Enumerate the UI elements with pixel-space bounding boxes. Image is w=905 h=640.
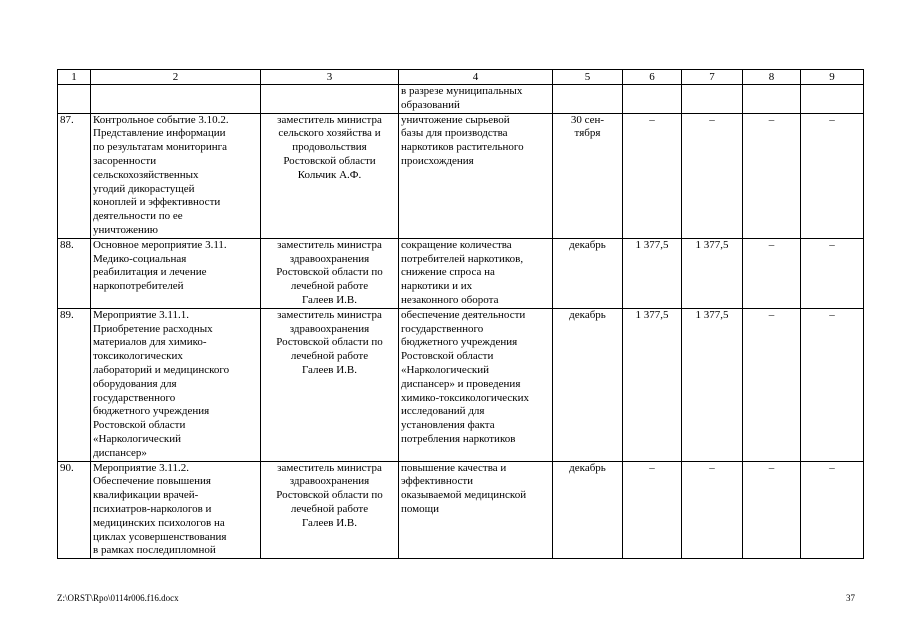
header-cell: 8 [743, 70, 801, 85]
header-cell: 4 [399, 70, 553, 85]
table-row [58, 461, 864, 559]
cell-line: Ростовской области по [276, 489, 383, 502]
funding-cell: 1 377,5 [682, 238, 743, 308]
cell-line: заместитель министра [277, 461, 382, 474]
cell-line: Мероприятие 3.11.2. [93, 461, 190, 474]
document-path: Z:\ORST\Rpo\0114r006.f16.docx [57, 593, 179, 603]
funding-cell: – [682, 461, 743, 559]
cell-line: Контрольное событие 3.10.2. [93, 113, 229, 126]
funding-cell: – [623, 461, 682, 559]
cell-line: психиатров-наркологов и [93, 502, 212, 515]
cell-line: токсикологических [93, 350, 183, 363]
cell-line: Галеев И.В. [301, 516, 358, 529]
table-row [58, 308, 864, 461]
cell-line: Медико-социальная [93, 252, 187, 265]
cell-line: тября [574, 127, 601, 140]
cell-line: заместитель министра [277, 238, 382, 251]
cell-line: Ростовской области [401, 350, 494, 363]
cell-line: образований [401, 98, 460, 111]
header-cell: 7 [682, 70, 743, 85]
event-cell [91, 308, 261, 461]
header-cell: 9 [801, 70, 864, 85]
header-cell: 1 [58, 70, 91, 85]
funding-cell: – [623, 113, 682, 238]
cell-line: базы для производства [401, 127, 508, 140]
cell-line: диспансер» и проведения [401, 377, 521, 390]
funding-cell [801, 85, 864, 114]
cell-line: уничтожению [93, 223, 159, 236]
cell-line: деятельности по ее [93, 210, 183, 223]
funding-cell: – [801, 461, 864, 559]
cell-line: Ростовской области по [276, 266, 383, 279]
cell-line: Ростовской области [93, 419, 186, 432]
responsible-cell [261, 238, 399, 308]
cell-line: Основное мероприятие 3.11. [93, 238, 227, 251]
cell-line: наркотиков растительного [401, 141, 524, 154]
cell-line: заместитель министра [277, 113, 382, 126]
cell-line: Представление информации [93, 127, 226, 140]
cell-line: оборудования для [93, 377, 177, 390]
cell-line: Ростовской области по [276, 336, 383, 349]
funding-cell [623, 85, 682, 114]
cell-line: потребления наркотиков [401, 432, 516, 445]
funding-cell: – [743, 308, 801, 461]
cell-line: наркотики и их [401, 280, 473, 293]
cell-line: лабораторий и медицинского [93, 363, 230, 376]
cell-line: Приобретение расходных [93, 322, 213, 335]
cell-line: материалов для химико- [93, 336, 207, 349]
cell-line: уничтожение сырьевой [401, 113, 510, 126]
cell-line: диспансер» [93, 446, 147, 459]
row-number: 90. [58, 461, 91, 559]
funding-cell: – [743, 113, 801, 238]
cell-line: декабрь [569, 238, 606, 251]
cell-line: Кольчик А.Ф. [297, 168, 362, 181]
cell-line: лечебной работе [290, 502, 369, 515]
event-cell [91, 461, 261, 559]
funding-cell: – [743, 461, 801, 559]
cell-line: эффективности [401, 475, 474, 488]
cell-line: циклах усовершенствования [93, 530, 227, 543]
cell-line: декабрь [569, 308, 606, 321]
funding-cell: 1 377,5 [682, 308, 743, 461]
responsible-cell [261, 113, 399, 238]
cell-line: повышение качества и [401, 461, 507, 474]
result-cell [399, 308, 553, 461]
cell-line: государственного [401, 322, 484, 335]
cell-line: лечебной работе [290, 280, 369, 293]
cell-line: сельского хозяйства и [278, 127, 381, 140]
cell-line: Мероприятие 3.11.1. [93, 308, 190, 321]
cell-line: здравоохранения [289, 475, 370, 488]
header-cell: 6 [623, 70, 682, 85]
row-number [58, 85, 91, 114]
row-number: 89. [58, 308, 91, 461]
cell-line: в разрезе муниципальных [401, 85, 523, 97]
cell-line: 30 сен- [570, 113, 605, 126]
cell-line: квалификации врачей- [93, 489, 199, 502]
cell-line: помощи [401, 502, 439, 515]
term-cell [553, 85, 623, 114]
responsible-cell [261, 461, 399, 559]
cell-line: Галеев И.В. [301, 363, 358, 376]
responsible-cell [261, 85, 399, 114]
event-cell [91, 113, 261, 238]
cell-line: Обеспечение повышения [93, 475, 211, 488]
cell-line: наркопотребителей [93, 280, 184, 293]
header-cell: 2 [91, 70, 261, 85]
result-cell [399, 113, 553, 238]
table-row [58, 85, 864, 114]
term-cell [553, 238, 623, 308]
cell-line: происхождения [401, 154, 474, 167]
result-cell [399, 238, 553, 308]
cell-line: химико-токсикологических [401, 391, 530, 404]
term-cell [553, 113, 623, 238]
result-cell [399, 85, 553, 114]
cell-line: декабрь [569, 461, 606, 474]
term-cell [553, 308, 623, 461]
responsible-cell [261, 308, 399, 461]
result-cell [399, 461, 553, 559]
cell-line: угодий дикорастущей [93, 182, 195, 195]
funding-cell: 1 377,5 [623, 238, 682, 308]
row-number: 88. [58, 238, 91, 308]
cell-line: по результатам мониторинга [93, 141, 228, 154]
cell-line: здравоохранения [289, 252, 370, 265]
funding-cell: – [801, 113, 864, 238]
cell-line: незаконного оборота [401, 293, 499, 306]
funding-cell: – [801, 308, 864, 461]
cell-line: заместитель министра [277, 308, 382, 321]
header-cell: 3 [261, 70, 399, 85]
cell-line: бюджетного учреждения [401, 336, 518, 349]
cell-line: медицинских психологов на [93, 516, 225, 529]
cell-line: Галеев И.В. [301, 293, 358, 306]
cell-line: сельскохозяйственных [93, 168, 199, 181]
term-cell [553, 461, 623, 559]
cell-line: продовольствия [292, 141, 367, 154]
cell-line: исследований для [401, 405, 485, 418]
cell-line: сокращение количества [401, 238, 512, 251]
cell-line: «Наркологический [401, 363, 490, 376]
cell-line: государственного [93, 391, 176, 404]
funding-cell: 1 377,5 [623, 308, 682, 461]
cell-line: здравоохранения [289, 322, 370, 335]
event-cell [91, 238, 261, 308]
cell-line: бюджетного учреждения [93, 405, 210, 418]
cell-line: лечебной работе [290, 350, 369, 363]
cell-line: потребителей наркотиков, [401, 252, 524, 265]
funding-cell: – [682, 113, 743, 238]
funding-cell: – [743, 238, 801, 308]
funding-cell: – [801, 238, 864, 308]
funding-cell [682, 85, 743, 114]
cell-line: засоренности [93, 154, 157, 167]
cell-line: снижение спроса на [401, 266, 495, 279]
event-cell [91, 85, 261, 114]
measures-table [57, 69, 864, 559]
page-number: 37 [846, 593, 855, 603]
cell-line: обеспечение деятельности [401, 308, 526, 321]
cell-line: «Наркологический [93, 432, 182, 445]
cell-line: коноплей и эффективности [93, 196, 221, 209]
cell-line: реабилитация и лечение [93, 266, 207, 279]
table-row [58, 238, 864, 308]
cell-line: оказываемой медицинской [401, 489, 527, 502]
header-cell: 5 [553, 70, 623, 85]
cell-line: в рамках последипломной [93, 544, 216, 557]
table-row [58, 113, 864, 238]
cell-line: Ростовской области [283, 154, 376, 167]
funding-cell [743, 85, 801, 114]
header-row [58, 70, 864, 85]
row-number: 87. [58, 113, 91, 238]
cell-line: установления факта [401, 419, 495, 432]
